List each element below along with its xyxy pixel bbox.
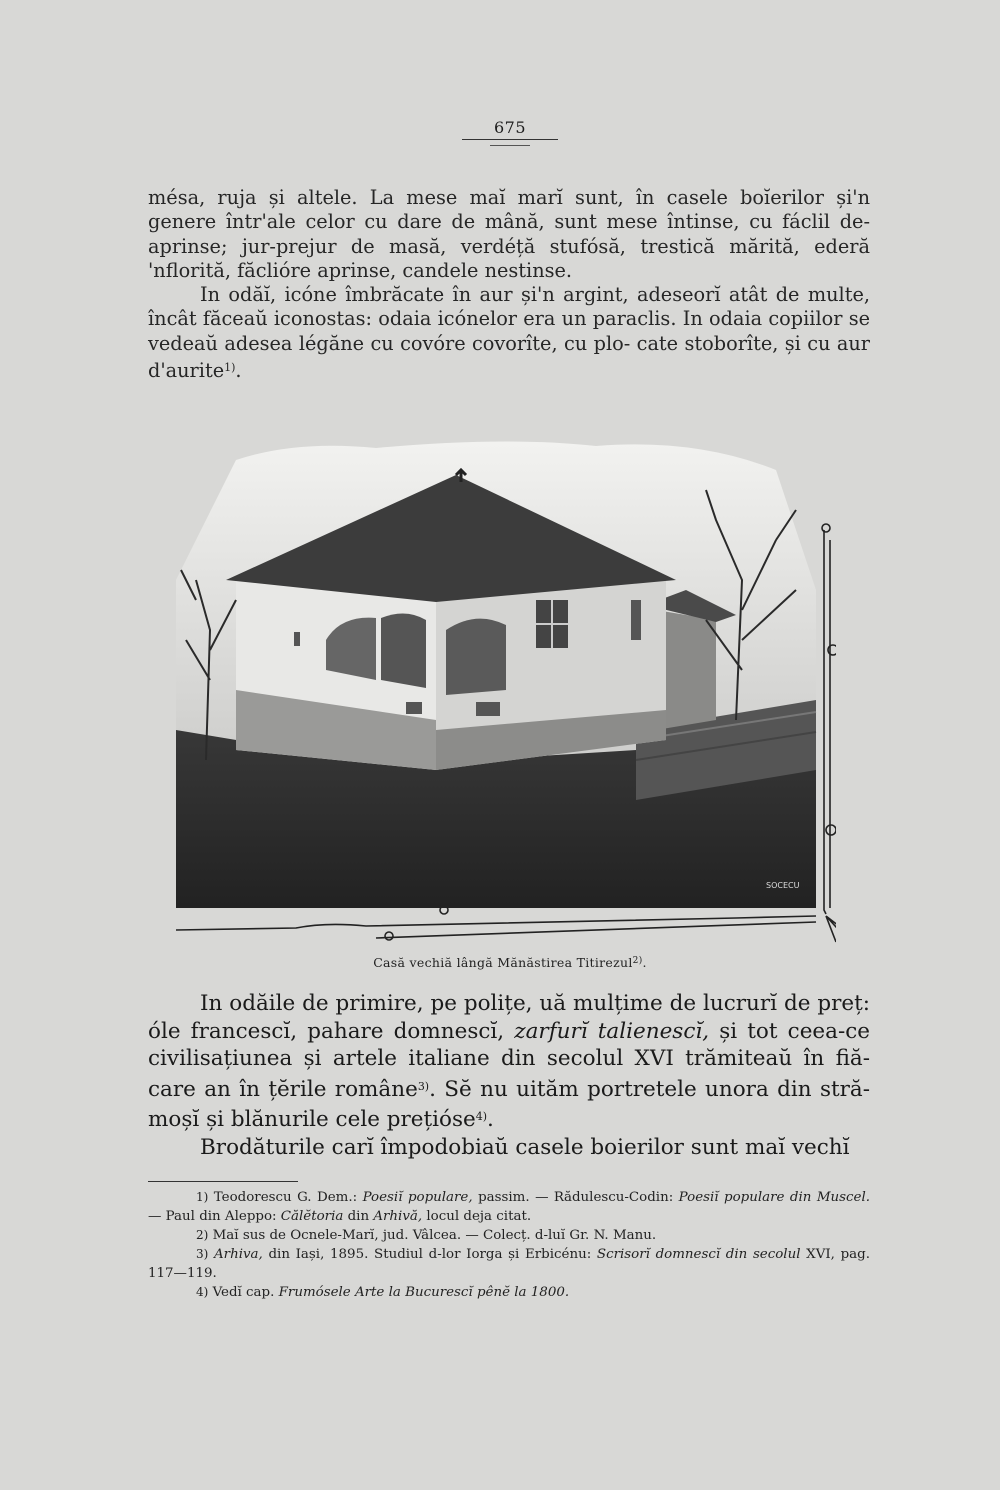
paragraph-top	[148, 186, 870, 383]
text-run: și tot ceea-ce civilisațiunea și artele italiane din secolul XVI trămiteaŭ în fiă-care an în țĕrile române	[148, 1018, 870, 1102]
italic-run: Scrisorĭ domnescĭ din secolul	[596, 1247, 801, 1262]
text-line: și'n genere într'ale celor cu dare de mână, sunt mese întinse, cu	[148, 186, 870, 234]
paragraph-bottom	[148, 990, 870, 1161]
text-run: XVI, pag. 117—119.	[148, 1247, 870, 1281]
footnotes	[148, 1188, 870, 1302]
italic-run: Poesiĭ populare,	[362, 1190, 473, 1205]
italic-run: Frumósele Arte la Bucurescĭ pênĕ la 1800.	[278, 1285, 570, 1300]
text-line: In odăĭ, icóne îmbrăcate în aur și'n argint, adeseorĭ atât de	[200, 283, 800, 307]
text-run: din	[343, 1209, 374, 1224]
text-line: cate stoborîte, și cu aur d'aurite	[148, 331, 870, 383]
footnote-rule	[148, 1181, 298, 1182]
footnote-ref[interactable]: 1)	[224, 361, 236, 375]
footnote-4	[148, 1283, 870, 1302]
text-run: Maĭ sus de Ocnele-Marĭ, jud. Vâlcea. — Colecț. d-luĭ Gr. N. Manu.	[208, 1228, 657, 1243]
text-line: odaia copiilor se vedeaŭ adesea légăne cu covóre covorîte, cu plo-	[148, 307, 870, 355]
text-run: In odăile de primire, pe polițe, uă mulțime de lucrurĭ de preț: óle francescĭ, pahare domnescĭ,	[148, 991, 870, 1044]
page-number-rule-short	[490, 145, 530, 146]
text-run: Vedĭ cap.	[208, 1285, 279, 1300]
text-run: locul deja citat.	[422, 1209, 532, 1224]
text-run: Brodăturile carĭ împodobiaŭ casele boierilor sunt maĭ vechĭ	[200, 1134, 850, 1160]
italic-run: Arhiva,	[208, 1247, 263, 1262]
punctuation: .	[235, 359, 242, 383]
text-run: — Paul din Aleppo:	[148, 1209, 281, 1224]
punctuation: .	[487, 1107, 494, 1132]
caption-text: Casă vechiă lângă Mănăstirea Titirezul	[373, 955, 633, 970]
footnote-ref[interactable]: 4)	[475, 1110, 488, 1123]
footnote-number: 2)	[196, 1228, 209, 1242]
footnote-number: 3)	[196, 1247, 209, 1261]
italic-run: Arhivă,	[373, 1209, 423, 1224]
text-line: mărită, ederă 'nflorită, făclióre aprinse, candele nestinse.	[148, 234, 870, 282]
italic-run: Poesiĭ populare din Muscel.	[678, 1190, 870, 1205]
text-run: din Iași, 1895. Studiul d-lor Iorga și Erbicénu:	[262, 1247, 597, 1262]
punctuation: .	[642, 955, 647, 970]
artist-signature: SOCECU	[766, 881, 800, 890]
footnote-2	[148, 1226, 870, 1245]
italic-run: Călĕtoria	[280, 1209, 344, 1224]
text-run: Teodorescu G. Dem.:	[208, 1190, 363, 1205]
footnote-ref[interactable]: 2)	[632, 956, 643, 966]
footnote-number: 4)	[196, 1285, 209, 1299]
footnote-1	[148, 1188, 870, 1226]
text-run: . Sĕ nu uităm portretele unora din stră-moșĭ și blănurile cele prețióse	[148, 1076, 871, 1132]
text-line: multe, încât făceaŭ iconostas: odaia icónelor era un paraclis. In	[148, 283, 870, 331]
text-line: fáclil de-aprinse; jur-prejur de masă, verdéță stufósă, trestică	[148, 210, 870, 258]
page-number-rule	[462, 139, 558, 140]
text-run: passim. — Rădulescu-Codin:	[472, 1190, 679, 1205]
figure-caption	[180, 955, 840, 970]
italic-run: zarfurĭ talienescĭ,	[514, 1018, 710, 1044]
footnote-ref[interactable]: 3)	[417, 1079, 430, 1093]
page-number: 675	[493, 118, 527, 137]
text-line: mésa, ruja și altele. La mese maĭ marĭ sunt, în casele boĭerilor	[148, 186, 824, 209]
footnote-number: 1)	[196, 1190, 209, 1204]
house-illustration	[176, 430, 836, 950]
footnote-3	[148, 1245, 870, 1283]
